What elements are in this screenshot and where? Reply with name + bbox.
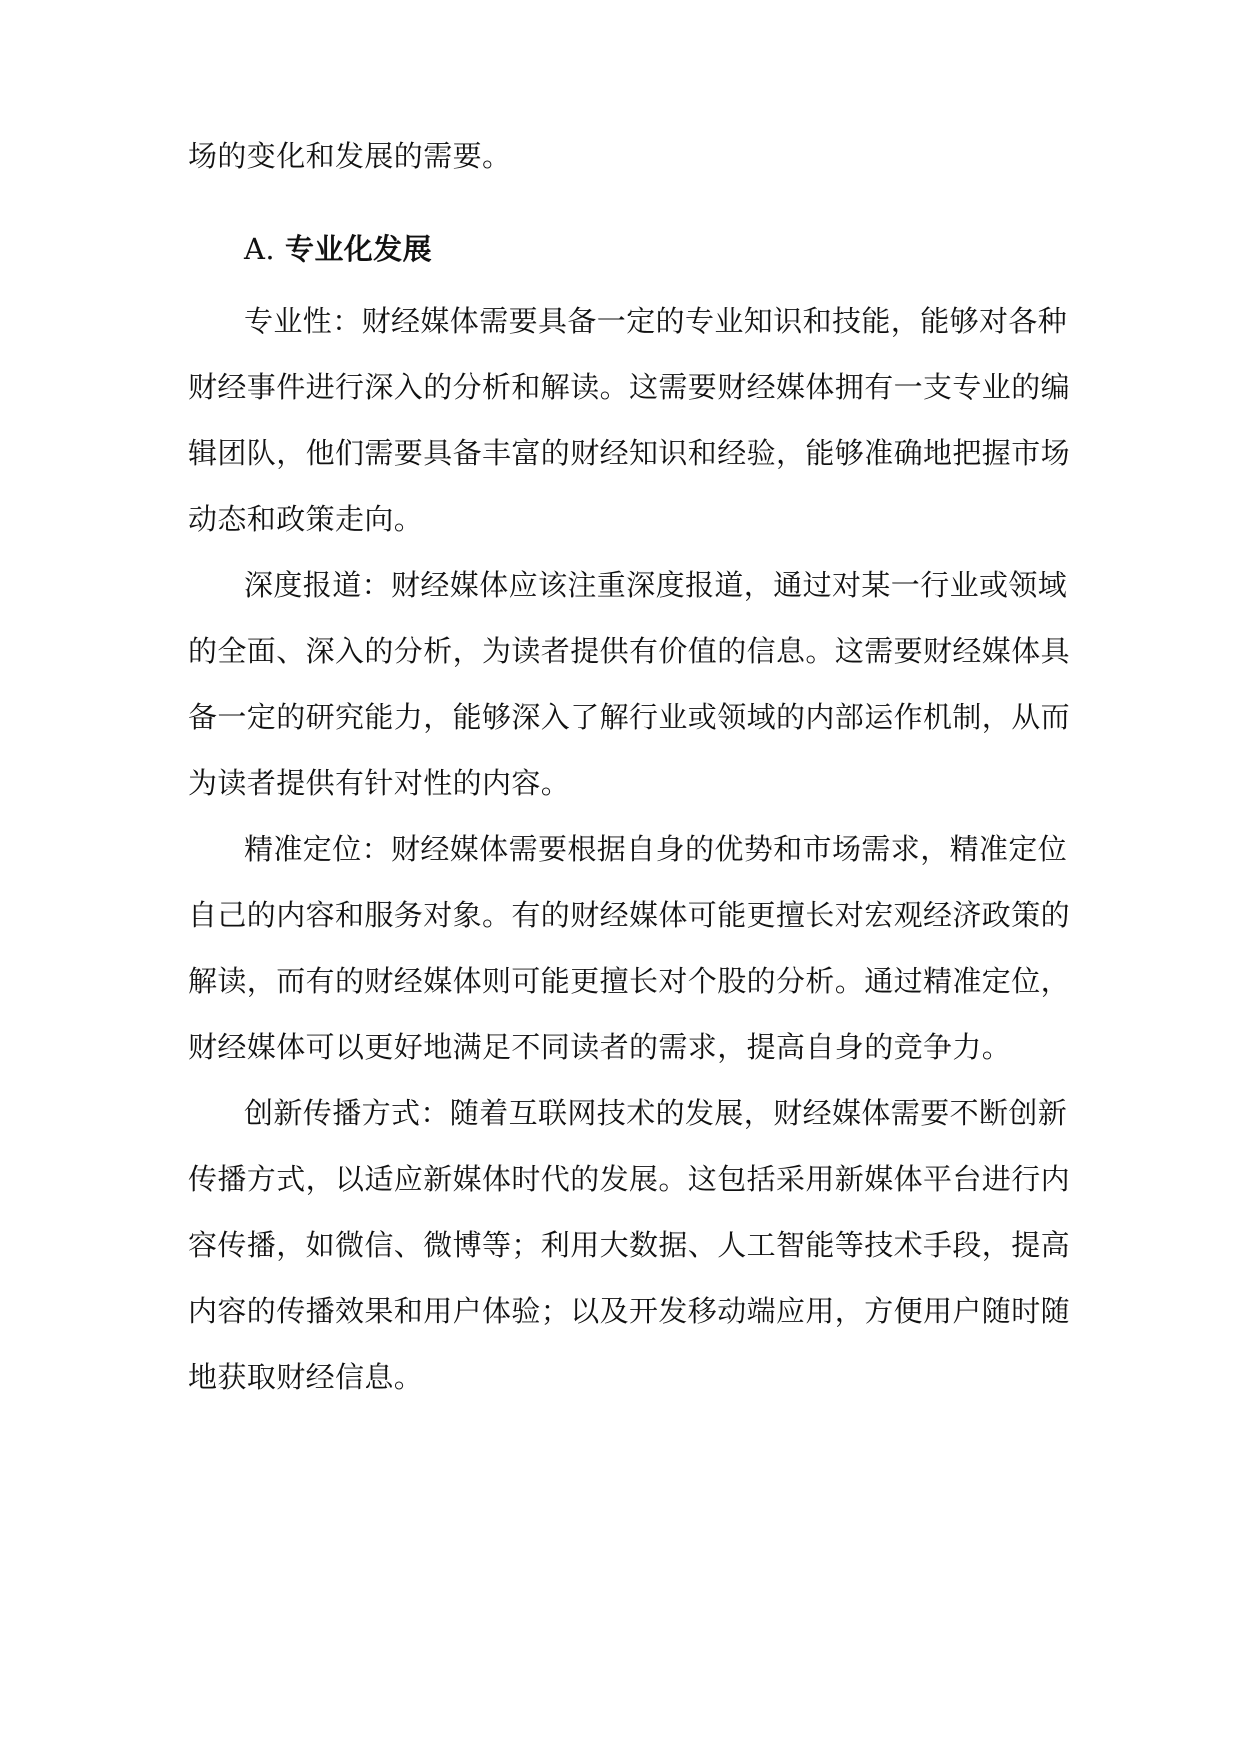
section-heading bbox=[244, 229, 432, 269]
text-line-09: 为读者提供有针对性的内容。 bbox=[188, 766, 571, 800]
text-line-12: 解读，而有的财经媒体则可能更擅长对个股的分析。通过精准定位， bbox=[188, 964, 1071, 998]
text-line-16: 容传播，如微信、微博等；利用大数据、人工智能等技术手段，提高 bbox=[188, 1228, 1071, 1262]
text-line-13: 财经媒体可以更好地满足不同读者的需求，提高自身的竞争力。 bbox=[188, 1030, 1012, 1064]
section-title: 专业化发展 bbox=[284, 232, 432, 266]
text-line-15: 传播方式，以适应新媒体时代的发展。这包括采用新媒体平台进行内 bbox=[188, 1162, 1071, 1196]
text-line-17: 内容的传播效果和用户体验；以及开发移动端应用，方便用户随时随 bbox=[188, 1294, 1071, 1328]
text-line-11: 自己的内容和服务对象。有的财经媒体可能更擅长对宏观经济政策的 bbox=[188, 898, 1071, 932]
text-line-10: 精准定位：财经媒体需要根据自身的优势和市场需求，精准定位 bbox=[244, 832, 1068, 866]
text-line-18: 地获取财经信息。 bbox=[188, 1360, 424, 1394]
section-marker: A. bbox=[244, 232, 275, 266]
text-line-02: 专业性：财经媒体需要具备一定的专业知识和技能，能够对各种 bbox=[244, 304, 1068, 338]
text-line-07: 的全面、深入的分析，为读者提供有价值的信息。这需要财经媒体具 bbox=[188, 634, 1071, 668]
text-line-03: 财经事件进行深入的分析和解读。这需要财经媒体拥有一支专业的编 bbox=[188, 370, 1071, 404]
text-line-05: 动态和政策走向。 bbox=[188, 502, 424, 536]
text-line-14: 创新传播方式：随着互联网技术的发展，财经媒体需要不断创新 bbox=[244, 1096, 1068, 1130]
text-line-04: 辑团队，他们需要具备丰富的财经知识和经验，能够准确地把握市场 bbox=[188, 436, 1071, 470]
text-line-01: 场的变化和发展的需要。 bbox=[188, 139, 512, 173]
text-line-06: 深度报道：财经媒体应该注重深度报道，通过对某一行业或领域 bbox=[244, 568, 1068, 602]
text-line-08: 备一定的研究能力，能够深入了解行业或领域的内部运作机制，从而 bbox=[188, 700, 1071, 734]
